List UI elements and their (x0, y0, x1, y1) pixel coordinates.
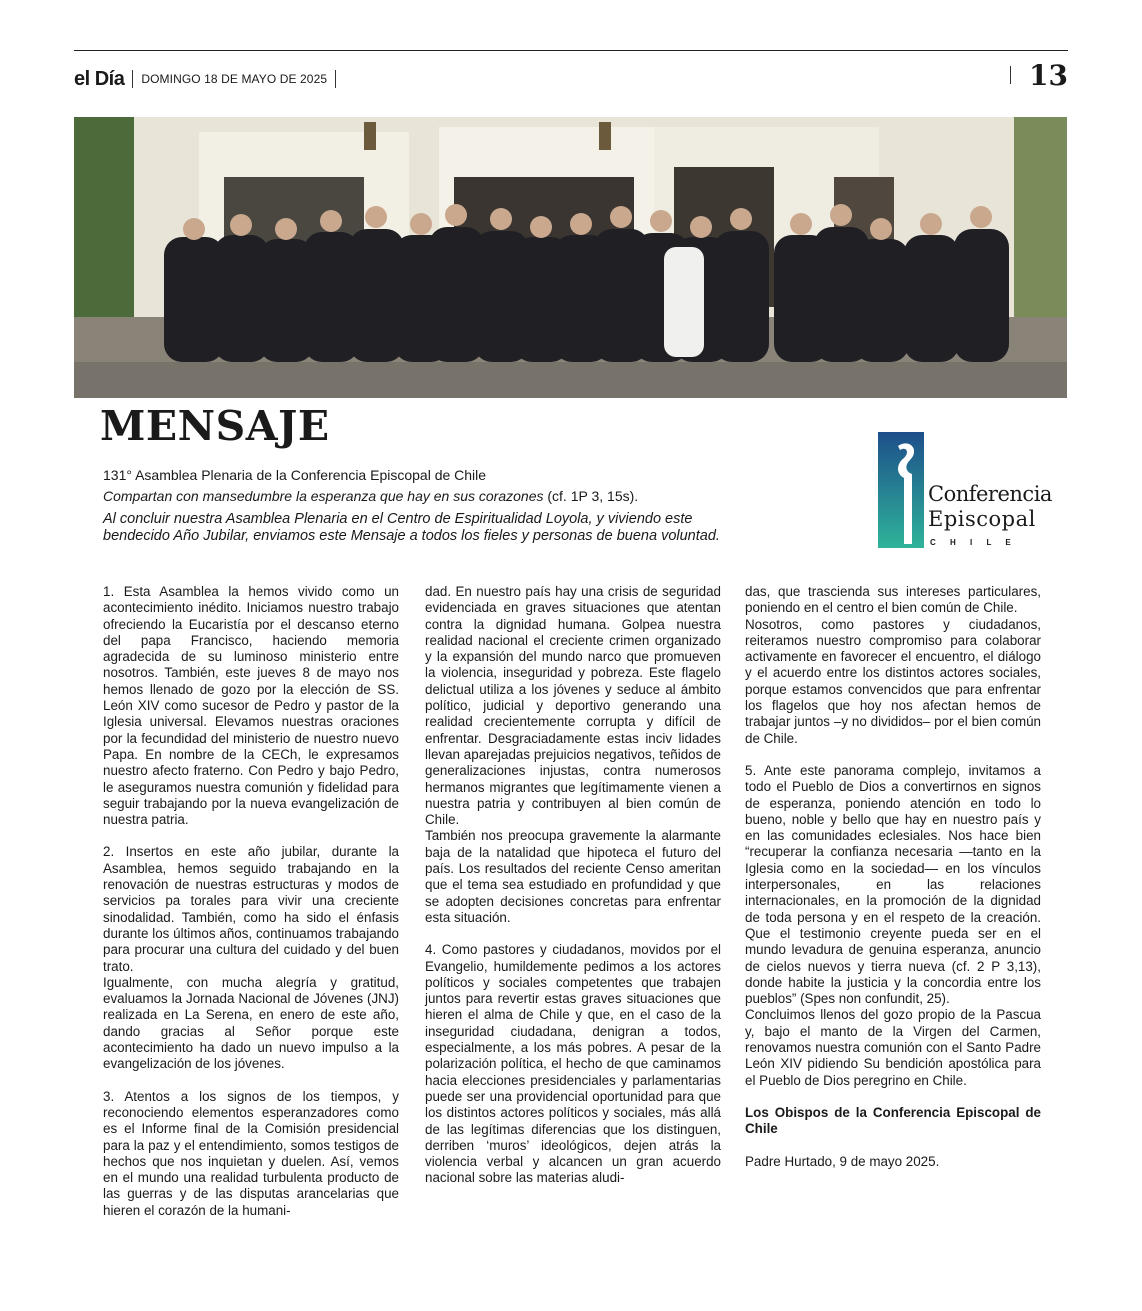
article-column-3 (745, 584, 1041, 1170)
article-quote (103, 488, 638, 504)
quote-reference: (cf. 1P 3, 15s). (543, 488, 639, 504)
logo-text-conferencia: Conferencia (928, 482, 1052, 506)
paragraph: 1. Esta Asamblea la hemos vivido como un acontecimiento inédito. Iniciamos nuestro trabajo ofreciendo la Eucaristía por el descanso eterno del papa Francisco, haciendo memoria agradecida de su luminoso ministerio entre nosotros. También, este jueves 8 de mayo nos hemos llenado de gozo por la elección de SS. León XIV como sucesor de Pedro y pastor de la Iglesia universal. Elevamos nuestras oraciones por la fecundidad del ministerio de nuestro nuevo Papa. En nombre de la CECh, le expresamos nuestro afecto fraterno. Con Pedro y bajo Pedro, le aseguramos nuestra comunión y fidelidad para seguir trabajando por la nueva evangelización de nuestra patria. (103, 584, 399, 828)
article-intro: Al concluir nuestra Asamblea Plenaria en el Centro de Espiritualidad Loyola, y viviendo este bendecido Año Jubilar, enviamos este Mensaje a todos los fieles y personas de buena voluntad. (103, 511, 720, 544)
page-header (74, 66, 344, 92)
paragraph: También nos preocupa gravemente la alarmante baja de la natalidad que hipoteca el futuro del país. Los resultados del reciente Censo ameritan que el tema sea estudiado en profundidad y que se adopten decisiones concretas para enfrentar esta situación. (425, 828, 721, 925)
paragraph: 2. Insertos en este año jubilar, durante la Asamblea, hemos seguido trabajando en la renovación de nuestras estructuras y modos de servicios pa torales para vivir una creciente sinodalidad. También, como ha sido el énfasis durante los últimos años, continuamos trabajando para procurar una cultura del cuidado y del buen trato. (103, 844, 399, 974)
article-column-2 (425, 584, 721, 1187)
paragraph: Nosotros, como pastores y ciudadanos, reiteramos nuestro compromiso para colaborar activamente en favorecer el encuentro, el diálogo y el acuerdo entre los distintos actores sociales, porque estamos convencidos que para enfrentar los flagelos que hoy nos afectan hemos de trabajar juntos –y no divididos– por el bien común de Chile. (745, 616, 1041, 746)
newspaper-brand: el Día (74, 67, 125, 90)
signature: Los Obispos de la Conferencia Episcopal de Chile (745, 1104, 1041, 1137)
header-rule (74, 50, 1068, 51)
quote-text: Compartan con mansedumbre la esperanza que hay en sus corazones (103, 488, 544, 504)
issue-date: DOMINGO 18 DE MAYO DE 2025 (141, 72, 328, 86)
group-photo (74, 117, 1067, 398)
page-number: 13 (1029, 58, 1068, 92)
page-number-box (1002, 58, 1068, 92)
paragraph: dad. En nuestro país hay una crisis de seguridad evidenciada en graves situaciones que atentan contra la dignidad humana. Golpea nuestra realidad nacional el creciente crimen organizado y la expansión del mundo narco que promueven la violencia, inseguridad y pobreza. Este flagelo delictual utiliza a los jóvenes y seduce al ámbito político, judicial y deportivo generando una realidad crecientemente corrupta y difícil de enfrentar. Desgraciadamente estas inciv lidades llevan aparejadas prejuicios negativos, teñidos de generalizaciones injustas, contra numerosos hermanos migrantes que legítimamente vienen a nuestra patria y contribuyen al bien común de Chile. (425, 584, 721, 828)
place-date: Padre Hurtado, 9 de mayo 2025. (745, 1153, 940, 1169)
paragraph: 5. Ante este panorama complejo, invitamos a todo el Pueblo de Dios a convertirnos en signos de esperanza, poniendo atención en todo lo bueno, noble y bello que hay en nuestro país y en las comunidades eclesiales. Nos hace bien “recuperar la confianza necesaria —tanto en la Iglesia como en la sociedad— en los vínculos interpersonales, en las relaciones internacionales, en la promoción de la dignidad de toda persona y en el respeto de la creación. Que el testimonio creyente pueda ser en el mundo levadura de genuina esperanza, anuncio de cielos nuevos y tierra nueva (cf. 2 P 3,13), donde habite la justicia y la concordia entre los pueblos” (Spes non confundit, 25). (745, 762, 1041, 1007)
article-subtitle: 131° Asamblea Plenaria de la Conferencia Episcopal de Chile (103, 467, 487, 483)
article-title: MENSAJE (100, 402, 330, 450)
logo-text-episcopal: Episcopal (928, 507, 1036, 531)
paragraph: das, que trascienda sus intereses particulares, poniendo en el centro el bien común de Chile. (745, 584, 1041, 616)
article-column-1 (103, 584, 399, 1219)
paragraph: 3. Atentos a los signos de los tiempos, y reconociendo elementos esperanzadores como es el Informe final de la Comisión presidencial para la paz y el entendimiento, somos testigos de hechos que nos inquietan y duelen. Así, vemos en el mundo una realidad turbulenta producto de las guerras y de las disputas arancelarias que hieren el corazón de la humani- (103, 1088, 399, 1218)
conferencia-episcopal-logo (876, 432, 1052, 552)
header-divider (335, 70, 336, 88)
paragraph: Igualmente, con mucha alegría y gratitud, evaluamos la Jornada Nacional de Jóvenes (JNJ) realizada en La Serena, en enero de este año, dando gracias al Señor porque este acontecimiento ha dado un nuevo impulso a la evangelización de los jóvenes. (103, 974, 399, 1072)
paragraph: Concluimos llenos del gozo propio de la Pascua y, bajo el manto de la Virgen del Carmen, renovamos nuestra comunión con el Santo Padre León XIV pidiendo Su bendición apostólica para el Pueblo de Dios peregrino en Chile. (745, 1007, 1041, 1088)
paragraph: 4. Como pastores y ciudadanos, movidos por el Evangelio, humildemente pedimos a los actores políticos y sociales competentes que trabajen juntos para revertir estas graves situaciones que hieren el alma de Chile y que, en el caso de la inseguridad ciudadana, denigran a todos, especialmente, a los más pobres. A pesar de la polarización política, el hecho de que caminamos hacia elecciones presidenciales y parlamentarias puede ser una providencial oportunidad para que los distintos actores políticos y sociales, más allá de las legítimas diferencias que los distinguen, derriben ‘muros’ ideológicos, dejen atrás la violencia verbal y alcancen un gran acuerdo nacional sobre las materias aludi- (425, 942, 721, 1186)
logo-text-chile: C H I L E (930, 538, 1017, 547)
header-divider (132, 70, 133, 88)
header-divider (1010, 66, 1011, 84)
